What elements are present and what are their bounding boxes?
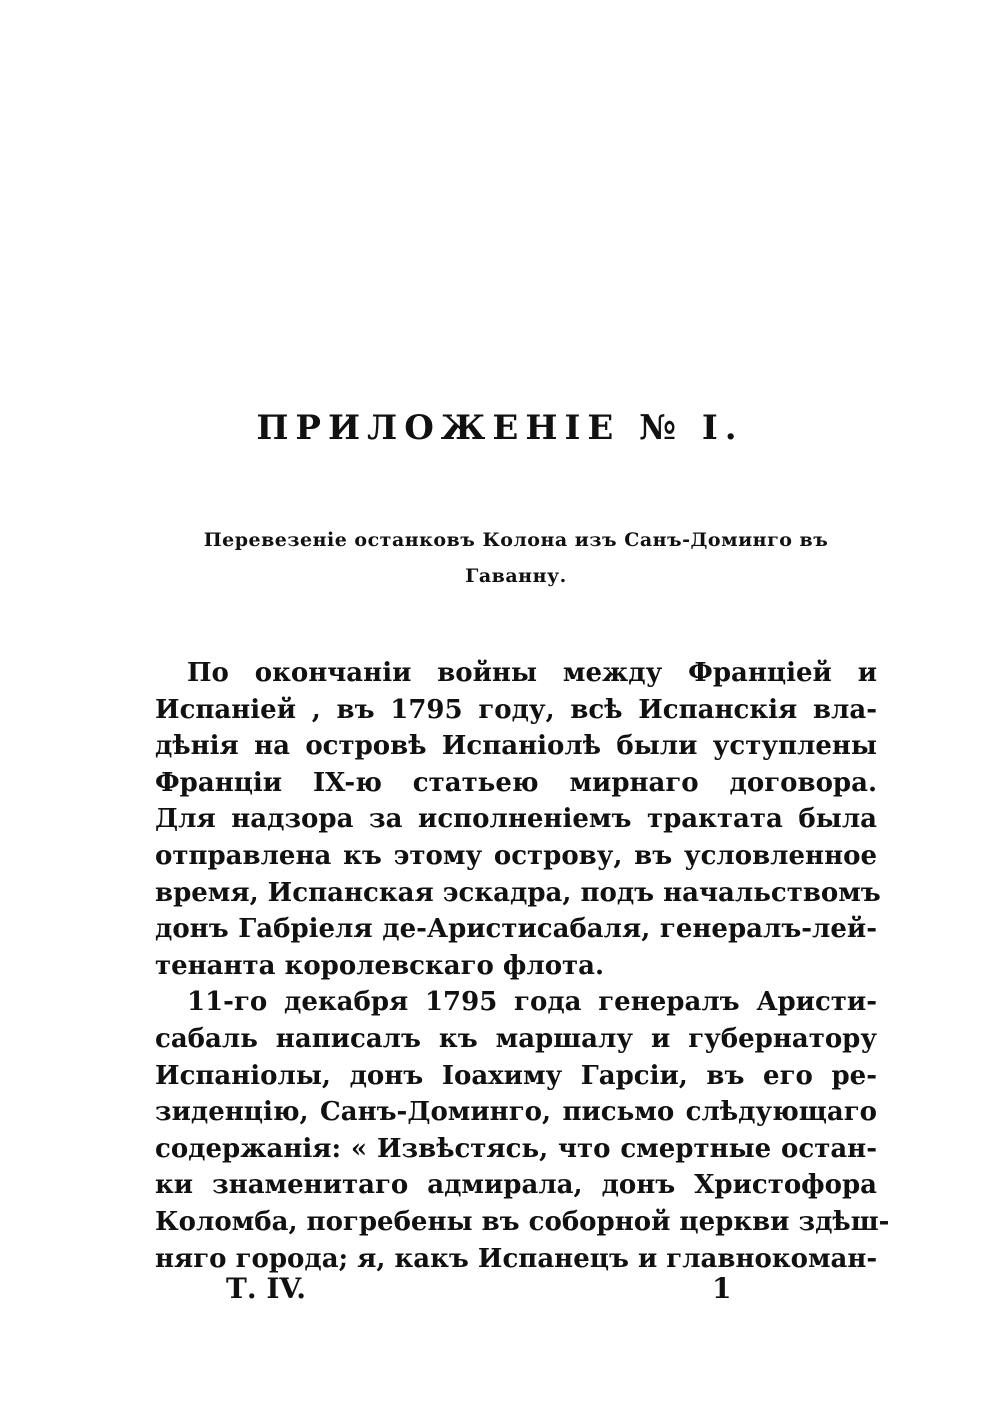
- body-text: [155, 655, 890, 1277]
- subheading-line-1: Перевезеніе останковъ Колона изъ Санъ-Доминго въ: [203, 529, 829, 551]
- text-line: Испаніолы, донъ Іоахиму Гарсіи, въ его ре-: [155, 1060, 877, 1091]
- text-line: время, Испанская эскадра, подъ начальствомъ: [155, 877, 881, 908]
- text-line: Для надзора за исполненіемъ трактата была: [155, 804, 877, 835]
- appendix-heading: ПРИЛОЖЕНІЕ № I.: [256, 408, 744, 448]
- signature-mark: 1: [712, 1272, 732, 1305]
- text-line: отправлена къ этому острову, въ условленное: [155, 840, 877, 871]
- paragraph-1: [155, 655, 881, 984]
- text-line: няго города; я, какъ Испанецъ и главнокоман-: [155, 1243, 878, 1274]
- volume-mark: Т. IV.: [226, 1272, 307, 1305]
- text-line: зиденцію, Санъ-Доминго, письмо слѣдующаго: [155, 1097, 877, 1128]
- text-line: дѣнія на островѣ Испаніолѣ были уступлены: [155, 731, 877, 762]
- text-line: По окончаніи войны между Франціей и: [187, 658, 877, 688]
- subheading-line-2: Гаванну.: [465, 565, 567, 587]
- appendix-subheading: [155, 522, 877, 594]
- text-line: сабаль написалъ къ маршалу и губернатору: [155, 1023, 877, 1054]
- text-line: тенанта королевскаго флота.: [155, 950, 605, 981]
- text-line: Испаніей , въ 1795 году, всѣ Испанскія вла-: [155, 694, 877, 725]
- paragraph-2: [155, 984, 890, 1277]
- text-line: 11-го декабря 1795 года генералъ Аристи-: [187, 987, 877, 1018]
- text-line: содержанія: « Извѣстясь, что смертные остан-: [155, 1133, 877, 1164]
- text-line: Франціи IX-ю статьею мирнаго договора.: [155, 767, 877, 798]
- text-line: ки знаменитаго адмирала, донъ Христофора: [155, 1170, 877, 1201]
- text-line: Коломба, погребены въ соборной церкви здѣш-: [155, 1206, 890, 1237]
- text-line: донъ Габріеля де-Аристисабаля, генералъ-лей-: [155, 914, 877, 945]
